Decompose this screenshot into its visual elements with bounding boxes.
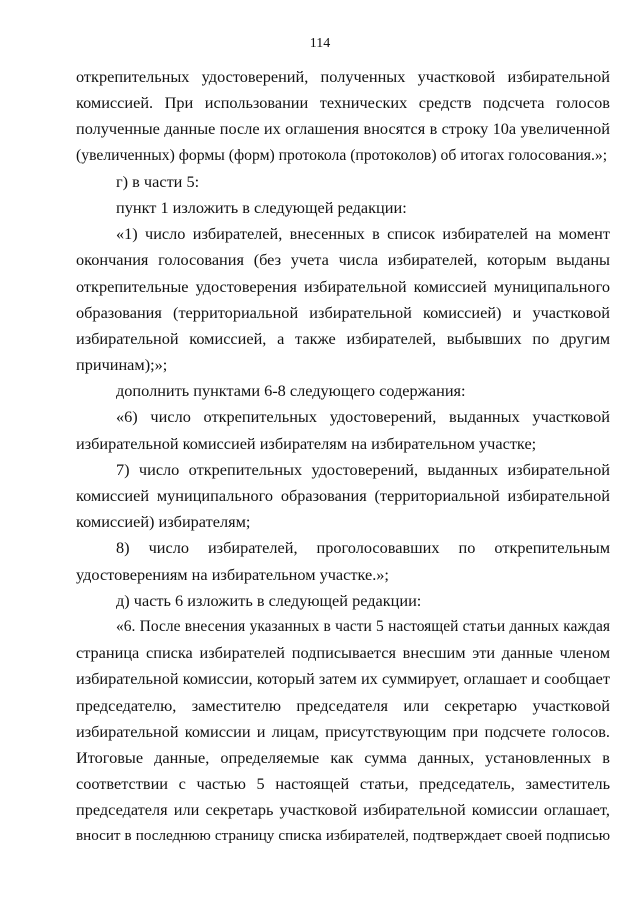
page-number: 114 — [309, 36, 331, 51]
text-line: Итоговые данные, определяемые как сумма данных, установленных в — [76, 747, 610, 767]
text-line: открепительные удостоверения избирательной комиссией муниципального — [76, 276, 610, 296]
text-line: избирательной комиссии, который затем их суммирует, оглашает и сообщает — [76, 669, 610, 689]
text-line: комиссией. При использовании технических средств подсчета голосов — [76, 93, 610, 113]
text-line: вносит в последнюю страницу списка избирателей, подтверждает своей подписью — [76, 828, 610, 845]
text-line: открепительных удостоверений, полученных участковой избирательной — [76, 67, 610, 86]
text-line: страница списка избирателей подписывается внесшим эти данные членом — [76, 643, 610, 663]
text-line: пункт 1 изложить в следующей редакции: — [116, 197, 407, 217]
text-line: дополнить пунктами 6-8 следующего содержания: — [116, 381, 466, 401]
text-line: комиссией) избирателям; — [76, 512, 251, 532]
text-line: г) в части 5: — [116, 171, 200, 191]
text-line: окончания голосования (без учета числа избирателей, которым выданы — [76, 250, 610, 270]
text-line: комиссией муниципального образования (территориальной избирательной — [76, 486, 610, 505]
text-line: 7) число открепительных удостоверений, выданных избирательной — [116, 459, 610, 479]
text-line: полученные данные после их оглашения вносятся в строку 10а увеличенной — [76, 119, 610, 139]
text-line: д) часть 6 изложить в следующей редакции: — [116, 590, 422, 610]
text-line: «6. После внесения указанных в части 5 настоящей статьи данных каждая — [116, 617, 610, 635]
text-line: 8) число избирателей, проголосовавших по открепительным — [116, 538, 610, 558]
text-line: образования (территориальной избирательной комиссией) и участковой — [76, 302, 610, 322]
text-line: соответствии с частью 5 настоящей статьи, председатель, заместитель — [76, 774, 610, 794]
text-line: причинам);»; — [76, 355, 168, 375]
text-line: «1) число избирателей, внесенных в список избирателей на момент — [116, 224, 610, 244]
text-line: (увеличенных) формы (форм) протокола (протоколов) об итогах голосования.»; — [76, 146, 608, 164]
text-line: удостоверениям на избирательном участке.»; — [76, 564, 389, 584]
text-line: председателю, заместителю председателя или секретарю участковой — [76, 695, 610, 715]
text-line: избирательной комиссии и лицам, присутствующим при подсчете голосов. — [76, 721, 610, 741]
text-line: избирательной комиссией избирателям на избирательном участке; — [76, 433, 537, 453]
text-line: «6) число открепительных удостоверений, выданных участковой — [116, 407, 610, 427]
text-line: избирательной комиссией, а также избирателей, выбывших по другим — [76, 328, 610, 348]
document-body — [76, 64, 610, 850]
text-line: председателя или секретарь участковой избирательной комиссии оглашает, — [76, 800, 610, 820]
